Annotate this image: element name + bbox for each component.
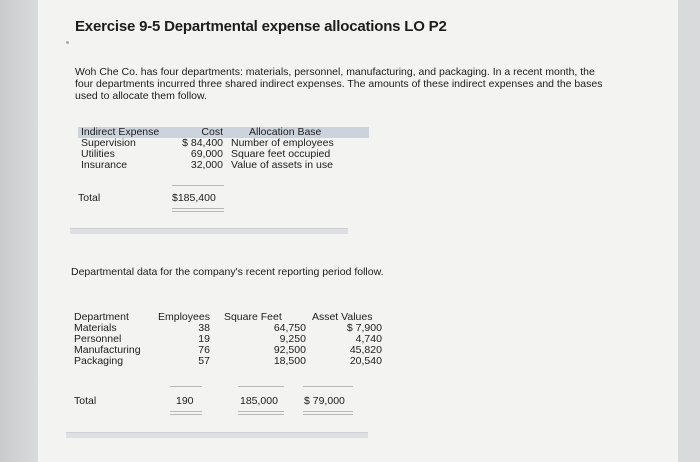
subtotal-rule: [170, 386, 202, 387]
expense-cost: $ 84,400: [182, 137, 223, 149]
department-asset-value: 4,740: [355, 333, 382, 345]
department-name: Materials: [74, 322, 117, 334]
department-total-label: Total: [74, 395, 97, 407]
department-employees: 38: [198, 322, 210, 334]
department-data-lead: Departmental data for the company's recent reporting period follow.: [71, 266, 384, 278]
total-rule-bottom: [238, 414, 284, 415]
total-rule-bottom: [303, 414, 353, 415]
total-employees: 190: [176, 395, 194, 407]
department-name: Packaging: [74, 355, 124, 367]
total-rule-top: [172, 208, 224, 209]
department-square-feet: 18,500: [273, 355, 306, 367]
department-employees: 57: [198, 355, 210, 367]
department-name: Personnel: [74, 333, 122, 345]
table-row: [72, 356, 382, 367]
expense-name: Supervision: [81, 137, 136, 149]
department-name: Manufacturing: [74, 344, 141, 356]
expense-cost: 69,000: [190, 148, 223, 160]
header-department: Department: [74, 311, 129, 323]
total-rule-top: [303, 411, 353, 412]
department-asset-value: $ 7,900: [346, 322, 382, 334]
table-header-row: [72, 312, 382, 323]
expense-name: Insurance: [81, 159, 128, 171]
expense-name: Utilities: [81, 148, 115, 160]
expense-total-label: Total: [78, 192, 101, 204]
table-bottom-band: [70, 228, 348, 234]
department-asset-value: 45,820: [349, 344, 382, 356]
header-indirect-expense: Indirect Expense: [78, 127, 173, 138]
header-employees: Employees: [158, 311, 210, 323]
left-margin: [0, 0, 38, 462]
total-rule-top: [238, 411, 284, 412]
exercise-title: Exercise 9-5 Departmental expense allocations LO P2: [75, 18, 447, 35]
header-allocation-base: Allocation Base: [227, 127, 369, 138]
expense-basis: Value of assets in use: [231, 159, 333, 171]
expense-basis: Number of employees: [231, 137, 334, 149]
expense-total-value: $185,400: [172, 192, 216, 204]
total-rule-bottom: [172, 211, 224, 212]
department-square-feet: 92,500: [273, 344, 306, 356]
subtotal-rule: [303, 386, 353, 387]
department-square-feet: 64,750: [273, 322, 306, 334]
total-rule-bottom: [170, 414, 202, 415]
intro-paragraph: Woh Che Co. has four departments: materials, personnel, manufacturing, and packaging. In a recent month, the four departments incurred three shared indirect expenses. The amounts of these indirect expenses and the bases used to allocate them follow.: [75, 66, 603, 102]
table-bottom-band: [66, 432, 368, 438]
expense-basis: Square feet occupied: [231, 148, 331, 160]
department-data-table: [72, 312, 382, 367]
total-asset-values: $ 79,000: [304, 395, 345, 407]
table-row: [78, 160, 369, 171]
header-square-feet: Square Feet: [223, 311, 282, 323]
indirect-expense-table: [78, 127, 369, 171]
total-square-feet: 185,000: [240, 395, 278, 407]
department-square-feet: 9,250: [279, 333, 306, 345]
header-asset-values: Asset Values: [311, 311, 373, 323]
expense-cost: 32,000: [190, 159, 223, 171]
department-employees: 76: [198, 344, 210, 356]
header-cost: Cost: [173, 127, 227, 138]
department-asset-value: 20,540: [349, 355, 382, 367]
subtotal-rule: [172, 185, 224, 186]
department-employees: 19: [198, 333, 210, 345]
decorative-dot: [66, 41, 69, 44]
total-rule-top: [170, 411, 202, 412]
subtotal-rule: [238, 386, 284, 387]
